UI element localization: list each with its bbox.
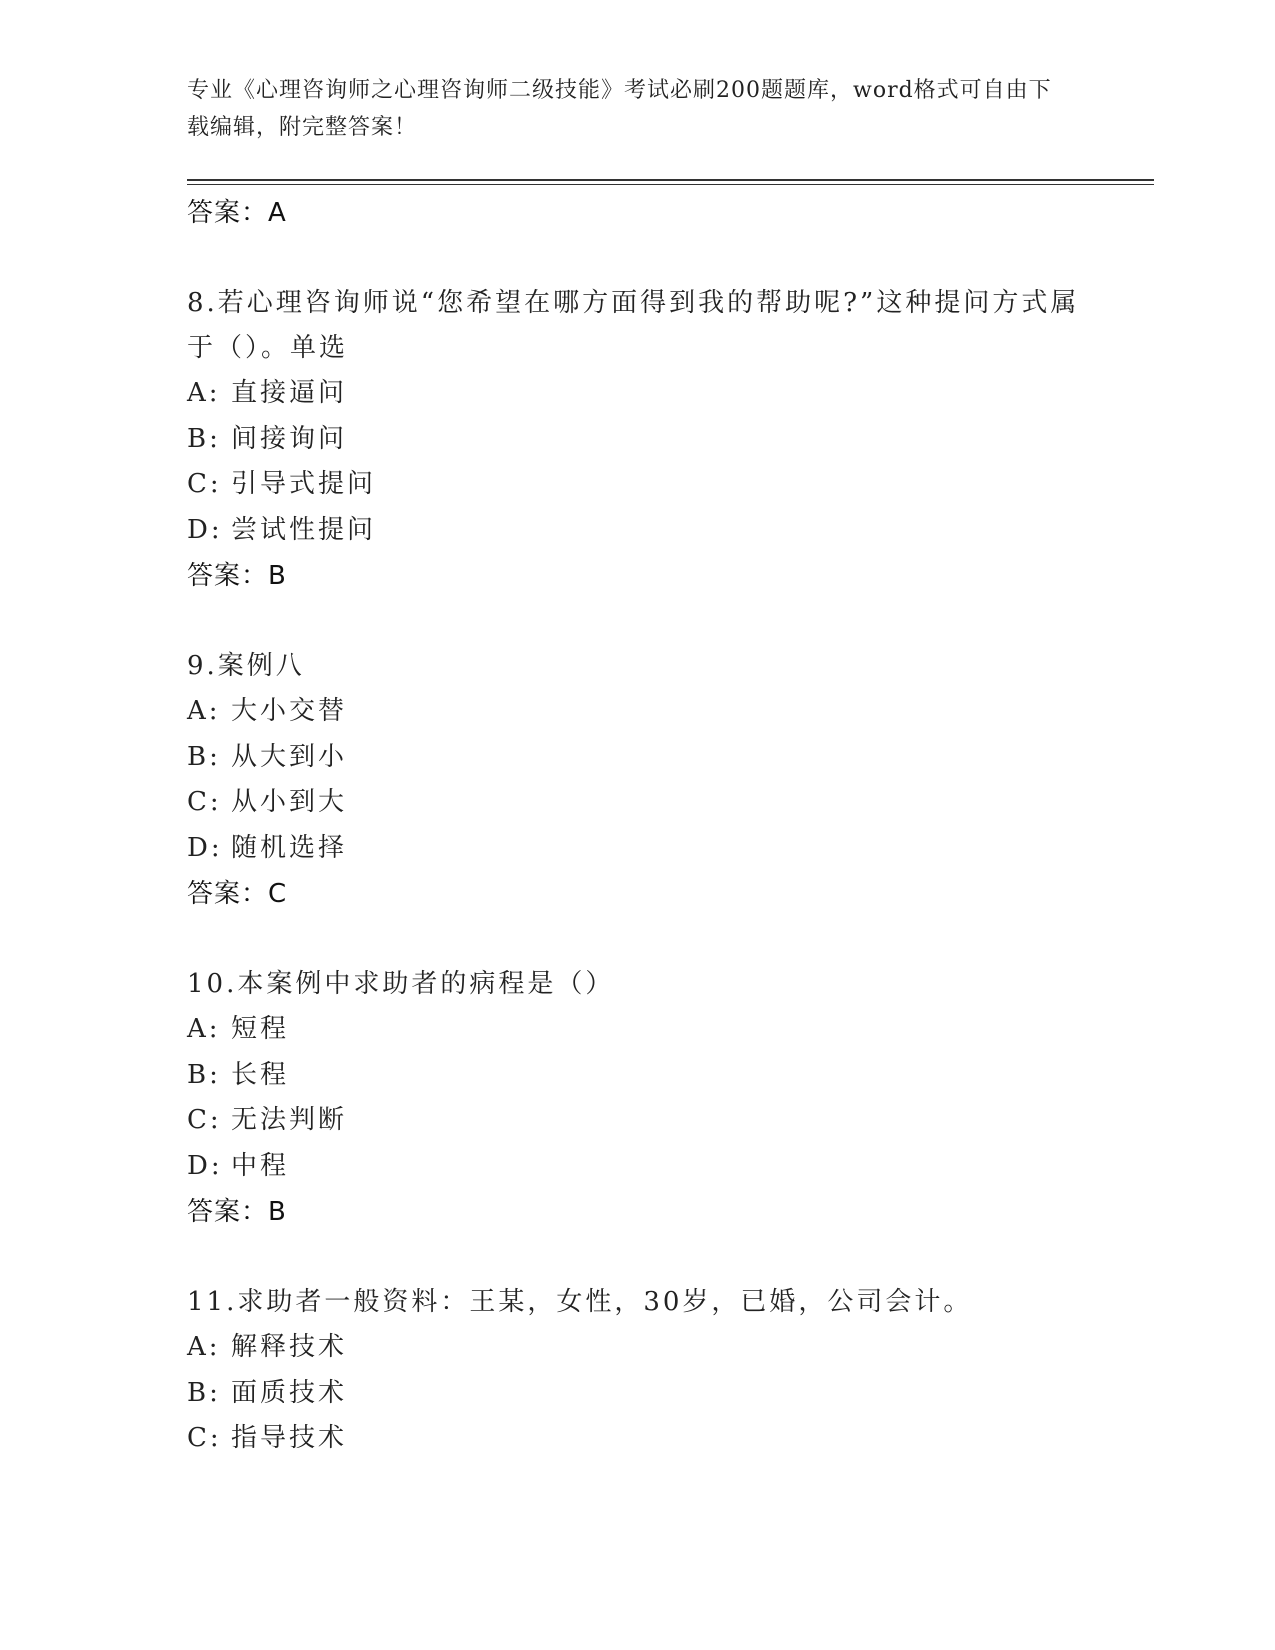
option-letter: B:	[187, 423, 221, 454]
option-letter: C:	[187, 787, 222, 817]
option-letter: C:	[187, 1423, 222, 1453]
option-letter: B:	[187, 741, 221, 772]
option-letter: A:	[187, 1332, 221, 1362]
option-c	[187, 1098, 1087, 1144]
option-c	[187, 1416, 1087, 1462]
option-letter: D:	[187, 832, 223, 863]
option-letter: D:	[187, 514, 223, 545]
option-a	[187, 1007, 1087, 1053]
question-10	[187, 962, 1087, 1235]
option-text: 无法判断	[231, 1105, 348, 1135]
answer-8: 答案：B	[187, 561, 287, 591]
option-letter: B:	[187, 1059, 221, 1090]
option-text: 面质技术	[231, 1377, 348, 1408]
option-letter: C:	[187, 1105, 222, 1135]
option-b	[187, 735, 1087, 781]
option-b	[187, 1053, 1087, 1099]
option-text: 从小到大	[231, 787, 348, 817]
option-letter: B:	[187, 1377, 221, 1408]
option-text: 随机选择	[231, 832, 348, 863]
page-header: 专业《心理咨询师之心理咨询师二级技能》考试必刷200题题库，word格式可自由下载编辑，附完整答案！	[187, 78, 1052, 140]
option-text: 长程	[231, 1059, 290, 1090]
option-text: 间接询问	[231, 423, 348, 454]
question-list	[187, 190, 1087, 1462]
question-text: 8.若心理咨询师说“您希望在哪方面得到我的帮助呢?”这种提问方式属于（）。单选	[187, 288, 1080, 363]
option-text: 指导技术	[231, 1423, 348, 1453]
question-text: 10.本案例中求助者的病程是（）	[187, 969, 615, 999]
header-divider-thin	[187, 184, 1154, 185]
option-text: 尝试性提问	[231, 514, 377, 545]
question-9	[187, 644, 1087, 917]
option-c	[187, 462, 1087, 508]
option-letter: D:	[187, 1150, 223, 1181]
header-divider-thick	[187, 179, 1154, 181]
question-11	[187, 1280, 1087, 1462]
option-b	[187, 417, 1087, 463]
option-text: 引导式提问	[231, 469, 377, 499]
question-text: 9.案例八	[187, 651, 305, 681]
option-letter: A:	[187, 1014, 221, 1044]
option-text: 中程	[231, 1150, 290, 1181]
option-a	[187, 1325, 1087, 1371]
option-text: 大小交替	[231, 696, 348, 726]
option-letter: C:	[187, 469, 222, 499]
option-letter: A:	[187, 696, 221, 726]
option-d	[187, 1144, 1087, 1190]
option-a	[187, 371, 1087, 417]
option-d	[187, 508, 1087, 554]
answer-9: 答案：C	[187, 879, 288, 909]
option-c	[187, 780, 1087, 826]
question-8	[187, 281, 1087, 599]
option-text: 短程	[231, 1014, 290, 1044]
option-text: 解释技术	[231, 1332, 348, 1362]
answer-10: 答案：B	[187, 1197, 287, 1227]
option-text: 从大到小	[231, 741, 348, 772]
option-b	[187, 1371, 1087, 1417]
option-text: 直接逼问	[231, 378, 348, 408]
question-text: 11.求助者一般资料：王某，女性，30岁，已婚，公司会计。	[187, 1287, 973, 1317]
answer-7: 答案：A	[187, 198, 287, 228]
option-a	[187, 689, 1087, 735]
option-letter: A:	[187, 378, 221, 408]
option-d	[187, 826, 1087, 872]
